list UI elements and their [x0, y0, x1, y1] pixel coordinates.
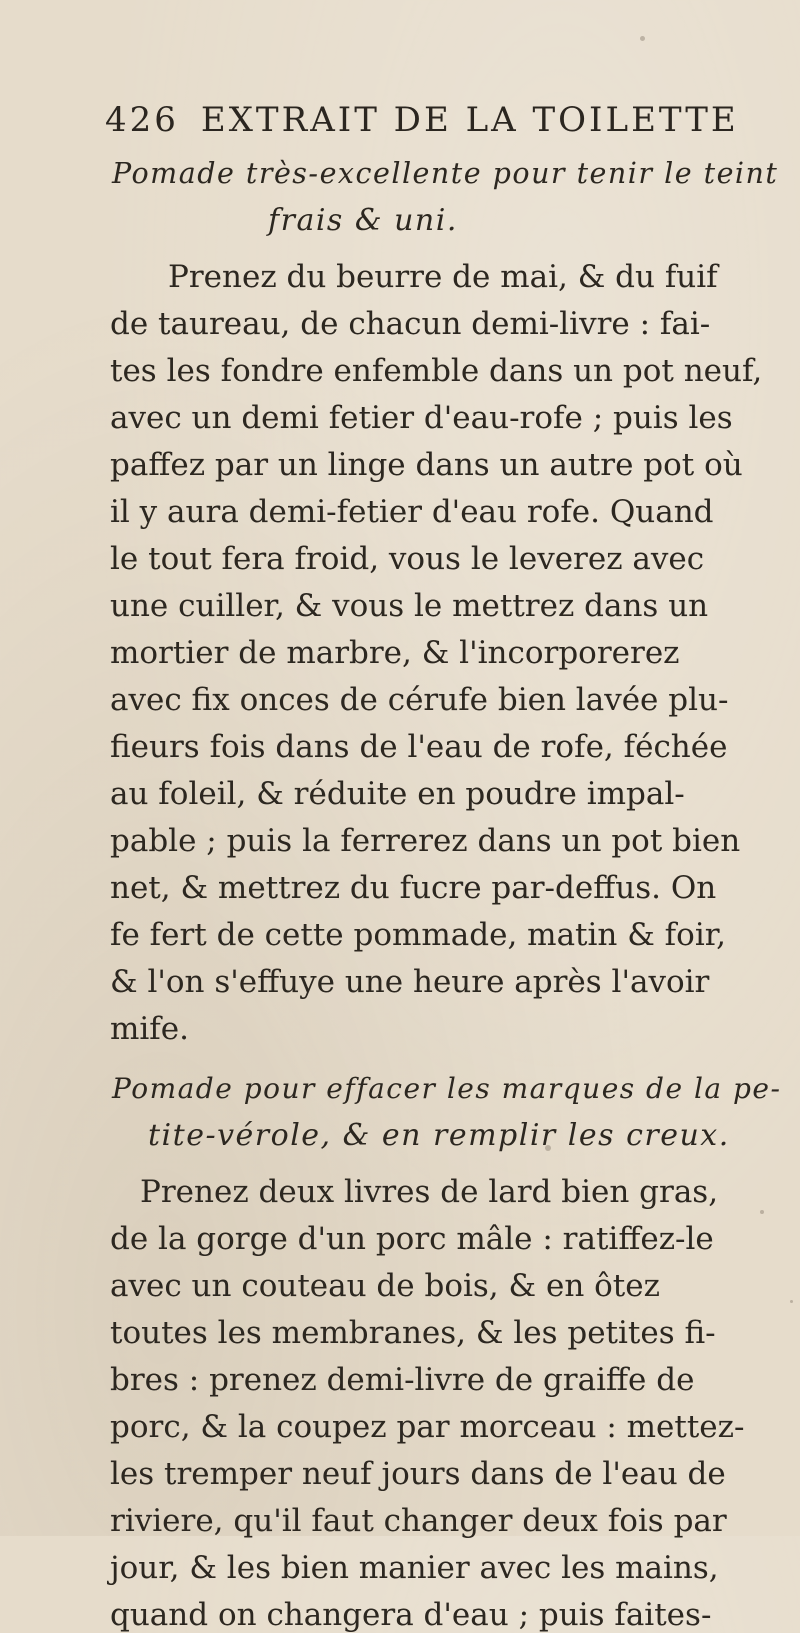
- body-line: Prenez deux livres de lard bien gras,: [140, 1174, 719, 1210]
- body-line: paffez par un linge dans un autre pot où: [110, 447, 743, 483]
- body-line: tes les fondre enfemble dans un pot neuf,: [110, 353, 763, 389]
- body-line: fieurs fois dans de l'eau de rofe, féchée: [110, 729, 728, 765]
- body-line: de taureau, de chacun demi-livre : fai-: [110, 306, 711, 342]
- paper-speck: [545, 1145, 551, 1151]
- body-line: les tremper neuf jours dans de l'eau de: [110, 1456, 726, 1492]
- running-header: [105, 100, 739, 140]
- paper-speck: [790, 1300, 793, 1303]
- body-line: il y aura demi-fetier d'eau rofe. Quand: [110, 494, 714, 530]
- body-line: de la gorge d'un porc mâle : ratiffez-le: [110, 1221, 714, 1257]
- section-title-line: Pomade très-excellente pour tenir le teint: [112, 157, 779, 190]
- body-line: le tout fera froid, vous le leverez avec: [110, 541, 705, 577]
- paper-speck: [760, 1210, 764, 1214]
- section-title-line: Pomade pour effacer les marques de la pe-: [112, 1072, 782, 1105]
- body-line: mife.: [110, 1011, 189, 1047]
- body-line: quand on changera d'eau ; puis faites-: [110, 1597, 712, 1633]
- section-title-line: frais & uni.: [268, 203, 458, 238]
- body-line: une cuiller, & vous le mettrez dans un: [110, 588, 709, 624]
- body-line: net, & mettrez du fucre par-deffus. On: [110, 870, 717, 906]
- body-line: avec un demi fetier d'eau-rofe ; puis les: [110, 400, 733, 436]
- running-head-title: EXTRAIT DE LA TOILETTE: [200, 100, 739, 140]
- body-line: toutes les membranes, & les petites fi-: [110, 1315, 716, 1351]
- body-line: jour, & les bien manier avec les mains,: [110, 1550, 719, 1586]
- body-line: & l'on s'effuye une heure après l'avoir: [110, 964, 710, 1000]
- body-line: porc, & la coupez par morceau : mettez-: [110, 1409, 745, 1445]
- body-line: avec un couteau de bois, & en ôtez: [110, 1268, 660, 1304]
- body-line: au foleil, & réduite en poudre impal-: [110, 776, 685, 812]
- body-line: fe fert de cette pommade, matin & foir,: [110, 917, 727, 953]
- page-number: 426: [105, 100, 179, 140]
- body-line: riviere, qu'il faut changer deux fois par: [110, 1503, 727, 1539]
- body-line: avec fix onces de cérufe bien lavée plu-: [110, 682, 729, 718]
- section-title-line: tite-vérole, & en remplir les creux.: [148, 1118, 730, 1153]
- body-line: Prenez du beurre de mai, & du fuif: [168, 259, 718, 295]
- body-line: pable ; puis la ferrerez dans un pot bien: [110, 823, 741, 859]
- body-line: mortier de marbre, & l'incorporerez: [110, 635, 680, 671]
- body-line: bres : prenez demi-livre de graiffe de: [110, 1362, 695, 1398]
- paper-speck: [640, 36, 645, 41]
